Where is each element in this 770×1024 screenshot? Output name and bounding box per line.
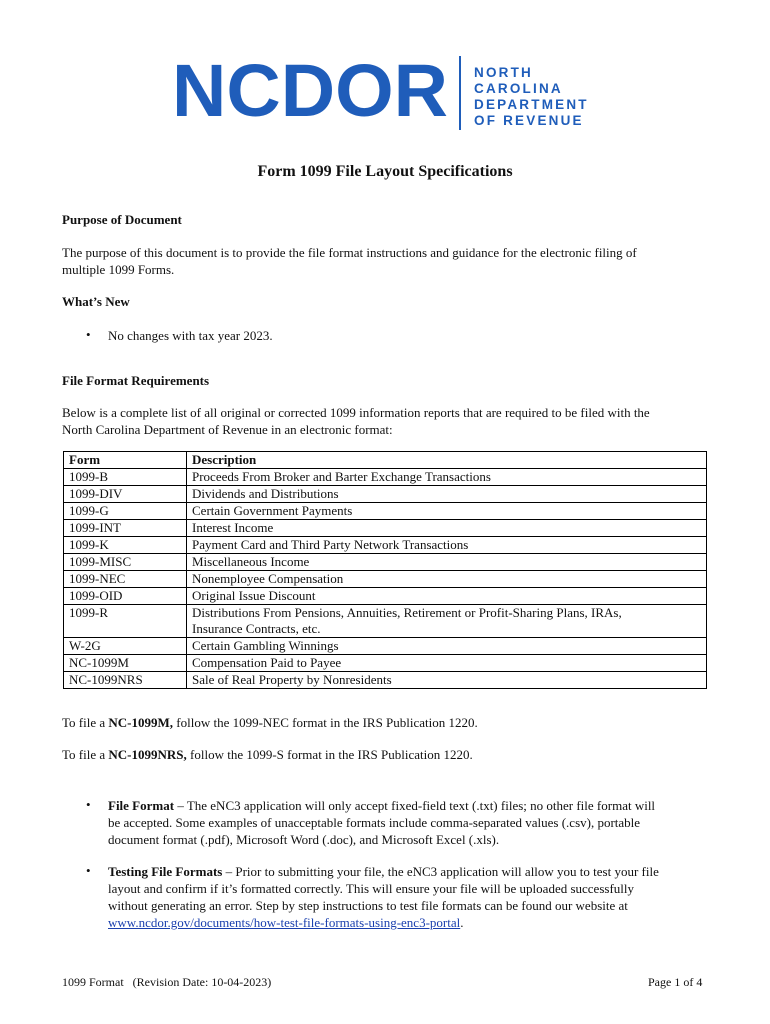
testing-line-3: without generating an error. Step by step instructions to test file formats can be found our website at — [108, 898, 628, 913]
form-cell: 1099-OID — [64, 588, 187, 605]
file-1099m-form: NC-1099M, — [108, 715, 174, 730]
table-row — [64, 571, 707, 588]
logo-line-4: OF REVENUE — [474, 113, 584, 128]
file-1099nrs-post: follow the 1099-S format in the IRS Publication 1220. — [186, 747, 473, 762]
footer-page-number: Page 1 of 4 — [648, 975, 703, 989]
table-row — [64, 486, 707, 503]
testing-line-2: layout and confirm if it’s formatted correctly. This will ensure your file will be uploaded successfully — [108, 881, 634, 896]
form-cell: 1099-B — [64, 469, 187, 486]
logo-line-3: DEPARTMENT — [474, 97, 589, 112]
form-cell: W-2G — [64, 638, 187, 655]
description-cell: Payment Card and Third Party Network Transactions — [187, 537, 707, 554]
form-cell: NC-1099NRS — [64, 672, 187, 689]
form-cell: 1099-MISC — [64, 554, 187, 571]
requirements-heading: File Format Requirements — [62, 373, 210, 388]
table-header-description: Description — [187, 452, 707, 469]
file-format-label: File Format — [108, 798, 175, 813]
document-title: Form 1099 File Layout Specifications — [257, 163, 513, 180]
description-cell: Certain Government Payments — [187, 503, 707, 520]
description-cell: Dividends and Distributions — [187, 486, 707, 503]
logo-line-1: NORTH — [474, 65, 533, 80]
file-format-line-1 — [108, 797, 655, 814]
description-cell: Proceeds From Broker and Barter Exchange Transactions — [187, 469, 707, 486]
form-cell: 1099-NEC — [64, 571, 187, 588]
testing-text-1: – Prior to submitting your file, the eNC3 application will allow you to test your file — [222, 864, 659, 879]
file-1099nrs-pre: To file a — [62, 747, 109, 762]
testing-link-suffix: . — [460, 915, 464, 930]
file-1099nrs-form: NC-1099NRS, — [108, 747, 187, 762]
form-cell: NC-1099M — [64, 655, 187, 672]
description-cell: Miscellaneous Income — [187, 554, 707, 571]
bullet-dot: • — [86, 863, 91, 878]
bullet-dot: • — [86, 327, 91, 342]
file-1099m-instruction — [62, 714, 478, 731]
logo-line-2: CAROLINA — [474, 81, 563, 96]
test-file-formats-link[interactable]: www.ncdor.gov/documents/how-test-file-formats-using-enc3-portal — [108, 915, 461, 930]
description-cell: Sale of Real Property by Nonresidents — [187, 672, 707, 689]
whats-new-bullet: No changes with tax year 2023. — [108, 328, 273, 343]
description-cell: Interest Income — [187, 520, 707, 537]
description-line-1: Distributions From Pensions, Annuities, Retirement or Profit-Sharing Plans, IRAs, — [192, 605, 622, 620]
description-cell: Certain Gambling Winnings — [187, 638, 707, 655]
table-row — [64, 638, 707, 655]
file-format-line-3: document format (.pdf), Microsoft Word (.doc), and Microsoft Excel (.xls). — [108, 832, 500, 847]
table-row — [64, 537, 707, 554]
ncdor-logo — [172, 52, 612, 132]
file-1099m-pre: To file a — [62, 715, 109, 730]
table-row — [64, 605, 707, 638]
requirements-line-2: North Carolina Department of Revenue in an electronic format: — [62, 422, 393, 437]
table-row — [64, 554, 707, 571]
description-cell: Compensation Paid to Payee — [187, 655, 707, 672]
description-cell: Nonemployee Compensation — [187, 571, 707, 588]
testing-line-1 — [108, 863, 659, 880]
file-format-line-2: be accepted. Some examples of unacceptable formats include comma-separated values (.csv), portable — [108, 815, 641, 830]
logo-divider — [459, 56, 461, 130]
description-cell: Original Issue Discount — [187, 588, 707, 605]
table-row — [64, 655, 707, 672]
form-cell: 1099-INT — [64, 520, 187, 537]
form-cell: 1099-R — [64, 605, 187, 638]
form-cell: 1099-G — [64, 503, 187, 520]
table-row — [64, 520, 707, 537]
table-row — [64, 672, 707, 689]
testing-line-4 — [108, 914, 463, 931]
table-row — [64, 469, 707, 486]
file-1099nrs-instruction — [62, 746, 473, 763]
table-header-form: Form — [64, 452, 187, 469]
table-header-row — [64, 452, 707, 469]
file-format-text-1: – The eNC3 application will only accept fixed-field text (.txt) files; no other file format will — [174, 798, 656, 813]
description-cell — [187, 605, 707, 638]
file-1099m-post: follow the 1099-NEC format in the IRS Publication 1220. — [173, 715, 478, 730]
purpose-line-1: The purpose of this document is to provide the file format instructions and guidance for the electronic filing of — [62, 245, 637, 260]
requirements-line-1: Below is a complete list of all original or corrected 1099 information reports that are required to be filed with the — [62, 405, 650, 420]
form-cell: 1099-DIV — [64, 486, 187, 503]
whats-new-heading: What’s New — [62, 294, 130, 309]
table-row — [64, 503, 707, 520]
forms-table — [63, 451, 707, 689]
form-cell: 1099-K — [64, 537, 187, 554]
purpose-heading: Purpose of Document — [62, 212, 182, 227]
logo-wordmark: NCDOR — [172, 52, 448, 132]
table-row — [64, 588, 707, 605]
footer-revision: 1099 Format (Revision Date: 10-04-2023) — [62, 975, 272, 989]
description-line-2: Insurance Contracts, etc. — [192, 621, 321, 636]
purpose-line-2: multiple 1099 Forms. — [62, 262, 175, 277]
bullet-dot: • — [86, 797, 91, 812]
testing-label: Testing File Formats — [108, 864, 223, 879]
